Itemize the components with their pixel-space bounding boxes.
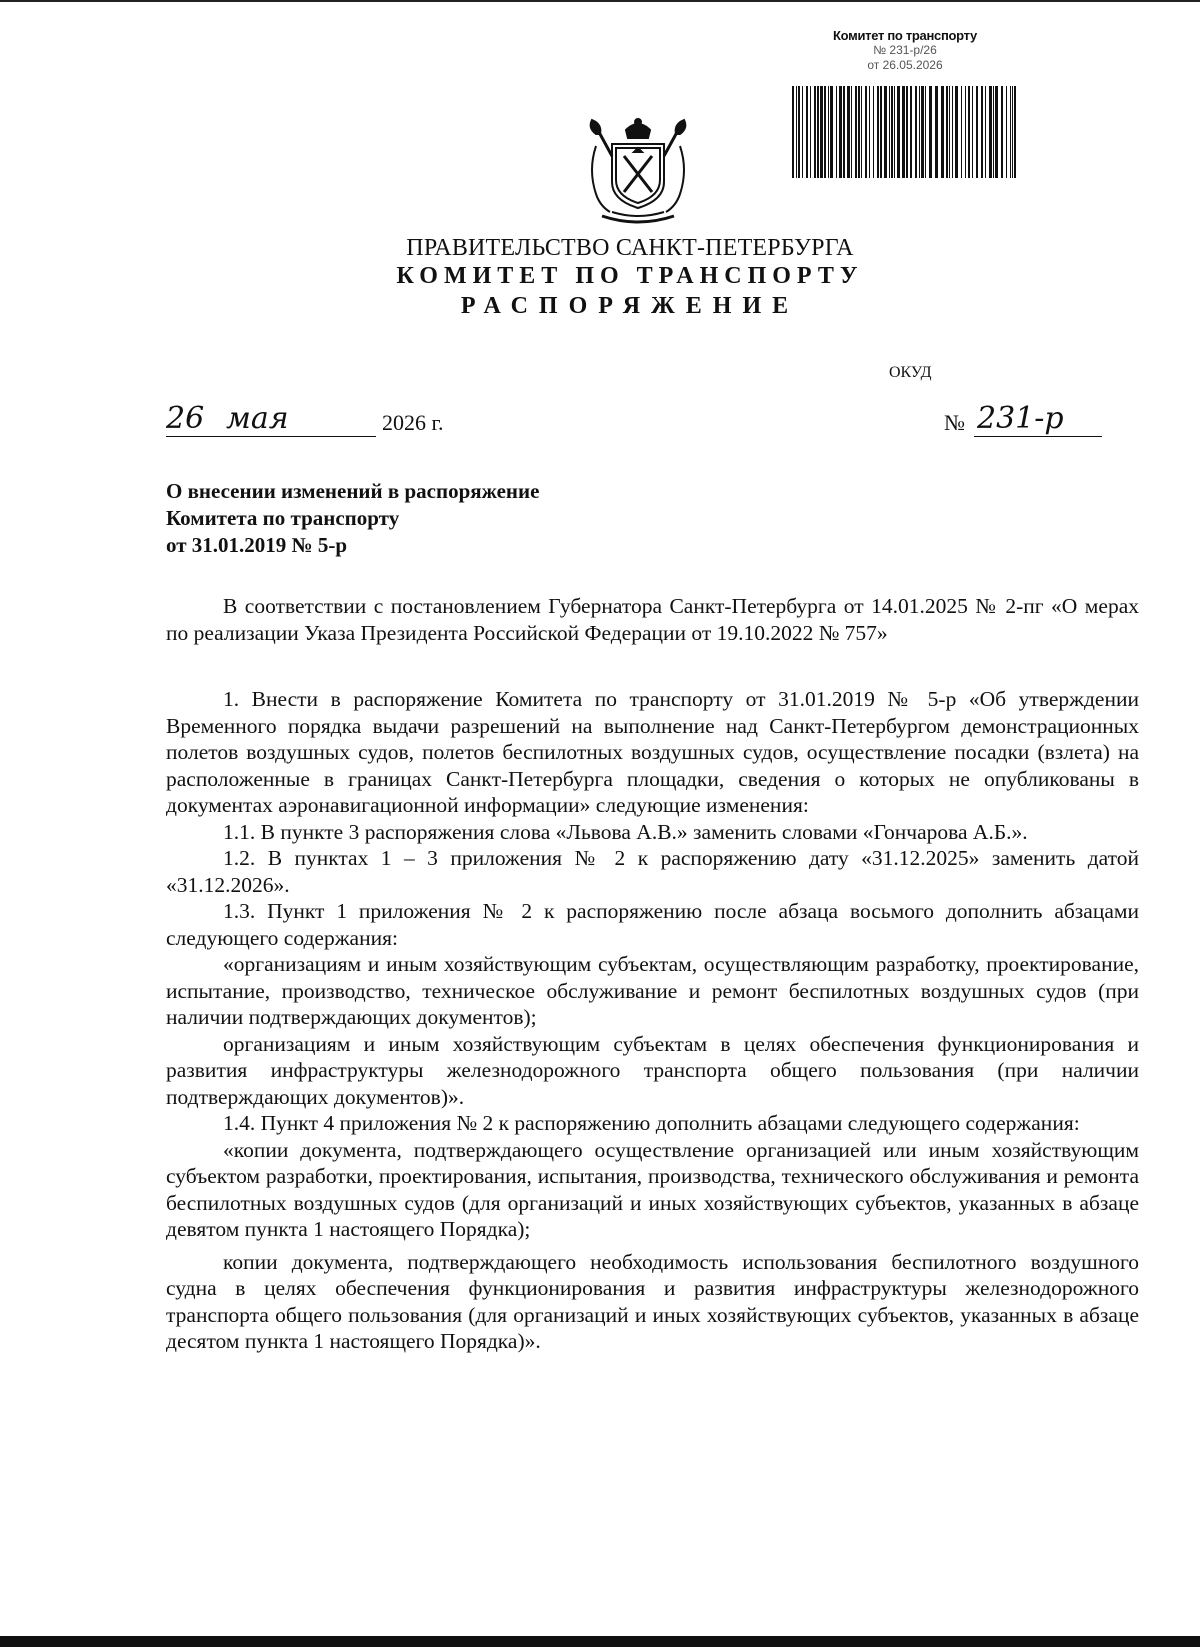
date-underline xyxy=(166,436,376,437)
stamp-date: от 26.05.2026 xyxy=(867,58,943,72)
subject-line: Комитета по транспорту xyxy=(166,506,400,530)
okud-label: ОКУД xyxy=(889,364,932,381)
document-number xyxy=(944,402,1114,442)
spb-coat-of-arms-icon xyxy=(582,116,694,228)
document-type: РАСПОРЯЖЕНИЕ xyxy=(460,293,800,319)
number-underline xyxy=(974,436,1102,437)
preamble-paragraph: В соответствии с постановлением Губернатора Санкт-Петербурга от 14.01.2025 № 2-пг «О мерах по реализации Указа Президента Российской Федерации от 19.10.2022 № 757» xyxy=(166,594,1139,645)
date-month: мая xyxy=(226,401,289,436)
body-paragraph: организациям и иным хозяйствующим субъектам в целях обеспечения функционирования и развития инфраструктуры железнодорожного транспорта общего пользования (при наличии подтверждающих документов)». xyxy=(166,1031,1139,1109)
stamp-org: Комитет по транспорту xyxy=(833,28,977,43)
document-date xyxy=(166,402,456,442)
barcode-icon xyxy=(792,86,1020,178)
body-paragraph: 1.1. В пункте 3 распоряжения слова «Львова А.В.» заменить словами «Гончарова А.Б.». xyxy=(223,819,1028,844)
body-paragraph: 1.2. В пунктах 1 – 3 приложения № 2 к распоряжению дату «31.12.2025» заменить датой «31.12.2026». xyxy=(166,846,1139,897)
date-day: 26 xyxy=(166,401,205,436)
scan-border-bottom xyxy=(0,1636,1200,1647)
document-subject xyxy=(166,478,666,559)
handwritten-date xyxy=(166,402,289,436)
body-paragraph: 1.4. Пункт 4 приложения № 2 к распоряжению дополнить абзацами следующего содержания: xyxy=(223,1111,1080,1135)
registration-stamp xyxy=(790,28,1020,73)
stamp-number: № 231-р/26 xyxy=(873,43,937,57)
handwritten-number: 231-р xyxy=(977,401,1064,436)
body-paragraph: 1.3. Пункт 1 приложения № 2 к распоряжению после абзаца восьмого дополнить абзацами следующего содержания: xyxy=(166,899,1139,950)
document-header xyxy=(300,234,960,320)
committee-name: КОМИТЕТ ПО ТРАНСПОРТУ xyxy=(396,263,864,289)
number-sign: № xyxy=(944,410,965,435)
body-paragraph: 1. Внести в распоряжение Комитета по транспорту от 31.01.2019 № 5-р «Об утверждении Временного порядка выдачи разрешений на выполнение над Санкт-Петербургом демонстрационных полетов воздушных судов, полетов беспилотных воздушных судов, осуществление посадки (взлета) на расположенные в границах Санкт-Петербурга площадки, сведения о которых не опубликованы в документах аэронавигационной информации» следующие изменения: xyxy=(166,687,1139,817)
scan-border-top xyxy=(0,0,1200,2)
body-paragraph: копии документа, подтверждающего необходимость использования беспилотного воздушного судна в целях обеспечения функционирования и развития инфраструктуры железнодорожного транспорта общего пользования (для организаций и иных хозяйствующих субъектов, указанных в абзаце десятом пункта 1 настоящего Порядка)». xyxy=(166,1249,1139,1353)
date-year: 2026 г. xyxy=(382,410,444,435)
subject-line: от 31.01.2019 № 5-р xyxy=(166,533,348,557)
body-paragraph: «организациям и иным хозяйствующим субъектам, осуществляющим разработку, проектирование, испытание, производство, техническое обслуживание и ремонт беспилотных воздушных судов (при наличии подтверждающих документов); xyxy=(166,952,1139,1029)
government-name: ПРАВИТЕЛЬСТВО САНКТ-ПЕТЕРБУРГА xyxy=(406,235,854,261)
subject-line: О внесении изменений в распоряжение xyxy=(166,479,540,503)
body-paragraph: «копии документа, подтверждающего осуществление организацией или иным хозяйствующим субъектом разработки, проектирования, испытания, производства, технического обслуживания и ремонта беспилотных воздушных судов (для организаций и иных хозяйствующих субъектов, указанных в абзаце девятом пункта 1 настоящего Порядка); xyxy=(166,1137,1139,1241)
document-body xyxy=(166,593,1139,1355)
